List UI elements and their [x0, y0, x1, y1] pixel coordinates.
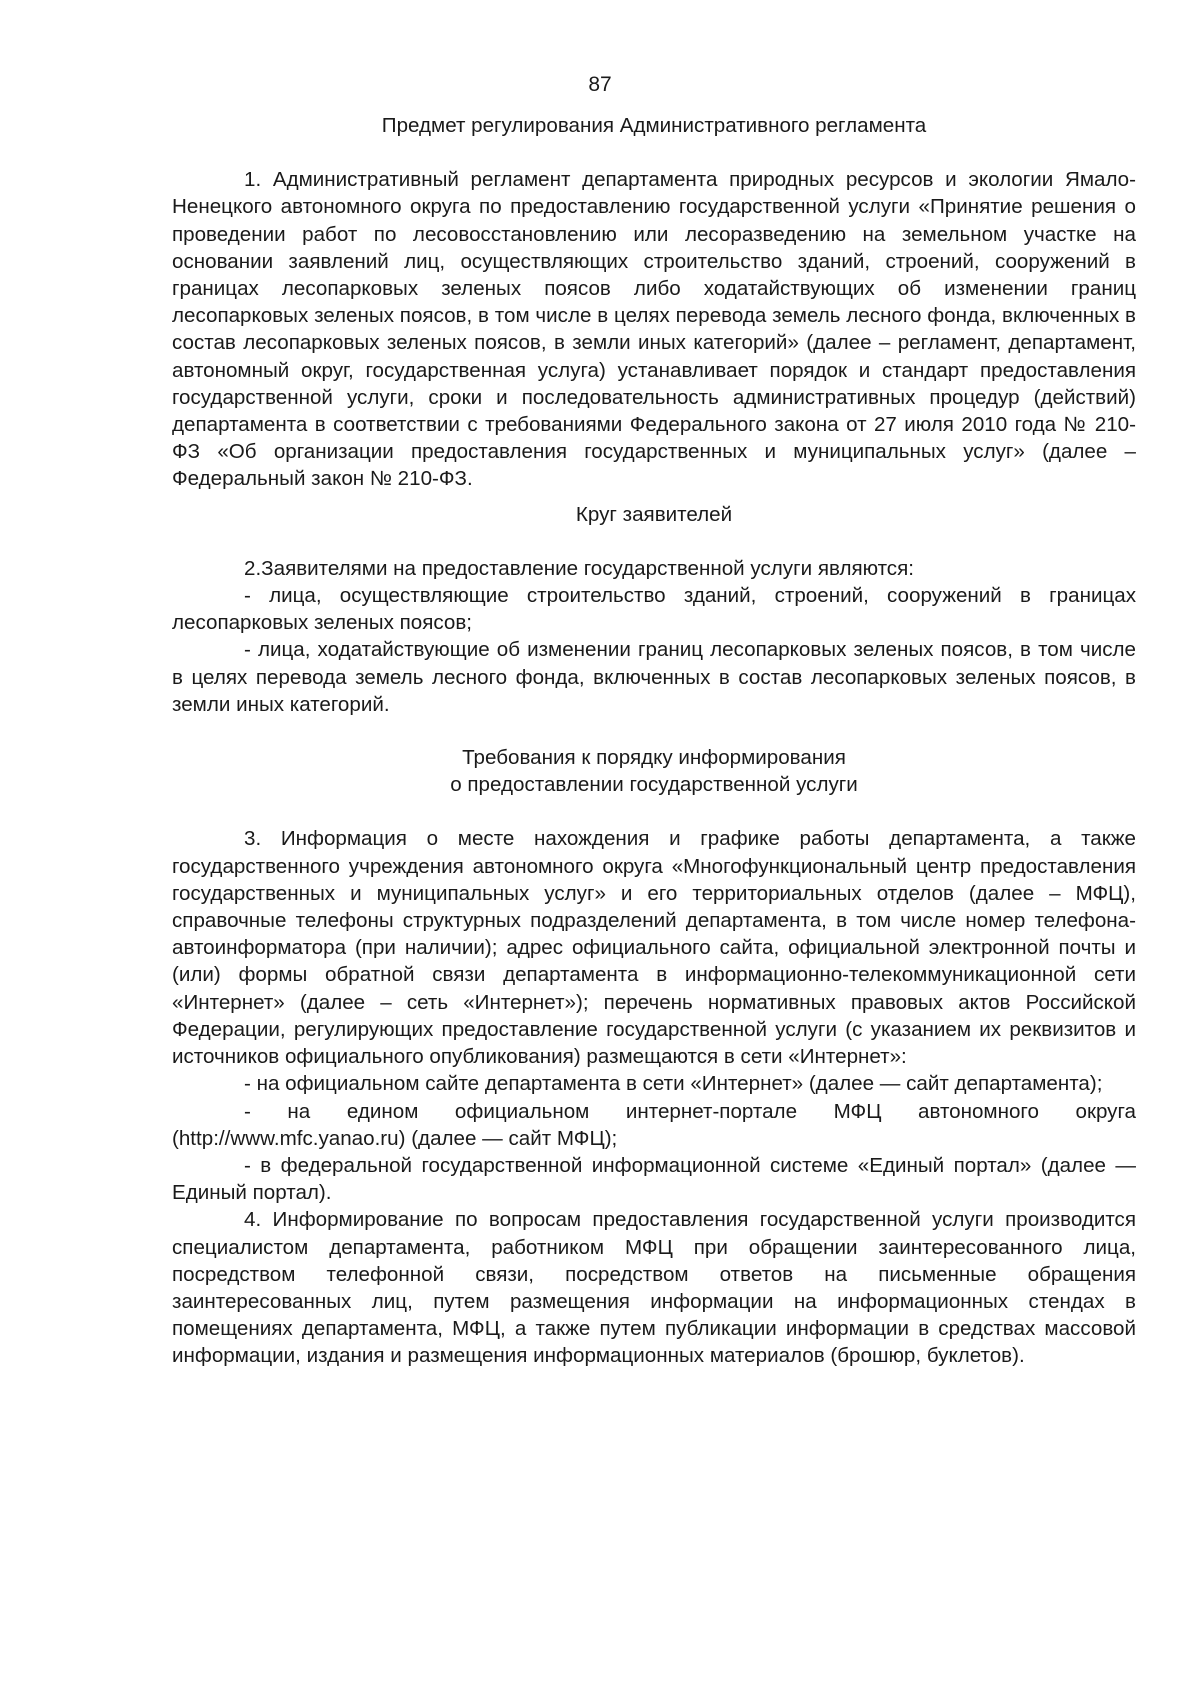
section-title-informing-line2: о предоставлении государственной услуги [450, 773, 858, 797]
paragraph-3: 3. Информация о месте нахождения и графике работы департамента, а также государственного учреждения автономного округа «Многофункциональный центр предоставления государственных и муниципальных услуг» и его территориальных отделов (далее – МФЦ), справочные телефоны структурных подразделений департамента, в том числе номер телефона-автоинформатора (при наличии); адрес официального сайта, официальной электронной почты и (или) формы обратной связи департамента в информационно-телекоммуникационной сети «Интернет» (далее – сеть «Интернет»); перечень нормативных правовых актов Российской Федерации, регулирующих предоставление государственной услуги (с указанием их реквизитов и источников официального опубликования) размещаются в сети «Интернет»: [172, 827, 1136, 1069]
section-title-subject: Предмет регулирования Административного регламента [381, 114, 927, 137]
section-title-informing [172, 744, 1136, 798]
section-title-informing-line1: Требования к порядку информирования [462, 746, 846, 770]
applicants-item-2: - лица, ходатайствующие об изменении границ лесопарковых зеленых поясов, в том числе в целях перевода земель лесного фонда, включенных в состав лесопарковых зеленых поясов, в земли иных категорий. [172, 638, 1136, 716]
paragraph-2: 2.Заявителями на предоставление государственной услуги являются: [244, 556, 914, 580]
informing-item-portal: - в федеральной государственной информационной системе «Единый портал» (далее — Единый портал). [172, 1153, 1136, 1205]
section-title-applicants: Круг заявителей [575, 502, 733, 526]
informing-item-site: - на официальном сайте департамента в сети «Интернет» (далее — сайт департамента); [244, 1072, 1103, 1096]
informing-item-mfc: - на едином официальном интернет-портале МФЦ автономного округа (http://www.mfc.yanao.ru) (далее — сайт МФЦ); [172, 1099, 1136, 1150]
document-body [172, 112, 1136, 1370]
page-number: 87 [588, 73, 612, 96]
paragraph-4: 4. Информирование по вопросам предоставления государственной услуги производится специалистом департамента, работником МФЦ при обращении заинтересованного лица, посредством телефонной связи, посредством ответов на письменные обращения заинтересованных лиц, путем размещения информации на информационных стендах в помещениях департамента, МФЦ, а также путем публикации информации в средствах массовой информации, издания и размещения информационных материалов (брошюр, буклетов). [172, 1208, 1136, 1368]
paragraph-1: 1. Административный регламент департамента природных ресурсов и экологии Ямало-Ненецкого автономного округа по предоставлению государственной услуги «Принятие решения о проведении работ по лесовосстановлению или лесоразведению на земельном участке на основании заявлений лиц, осуществляющих строительство зданий, строений, сооружений в границах лесопарковых зеленых поясов либо ходатайствующих об изменении границ лесопарковых зеленых поясов, в том числе в целях перевода земель лесного фонда, включенных в состав лесопарковых зеленых поясов, в земли иных категорий» (далее – регламент, департамент, автономный округ, государственная услуга) устанавливает порядок и стандарт предоставления государственной услуги, сроки и последовательность административных процедур (действий) департамента в соответствии с требованиями Федерального закона от 27 июля 2010 года № 210-ФЗ «Об организации предоставления государственных и муниципальных услуг» (далее – Федеральный закон № 210-ФЗ. [172, 168, 1136, 491]
applicants-item-1: - лица, осуществляющие строительство зданий, строений, сооружений в границах лесопарковых зеленых поясов; [172, 584, 1136, 635]
